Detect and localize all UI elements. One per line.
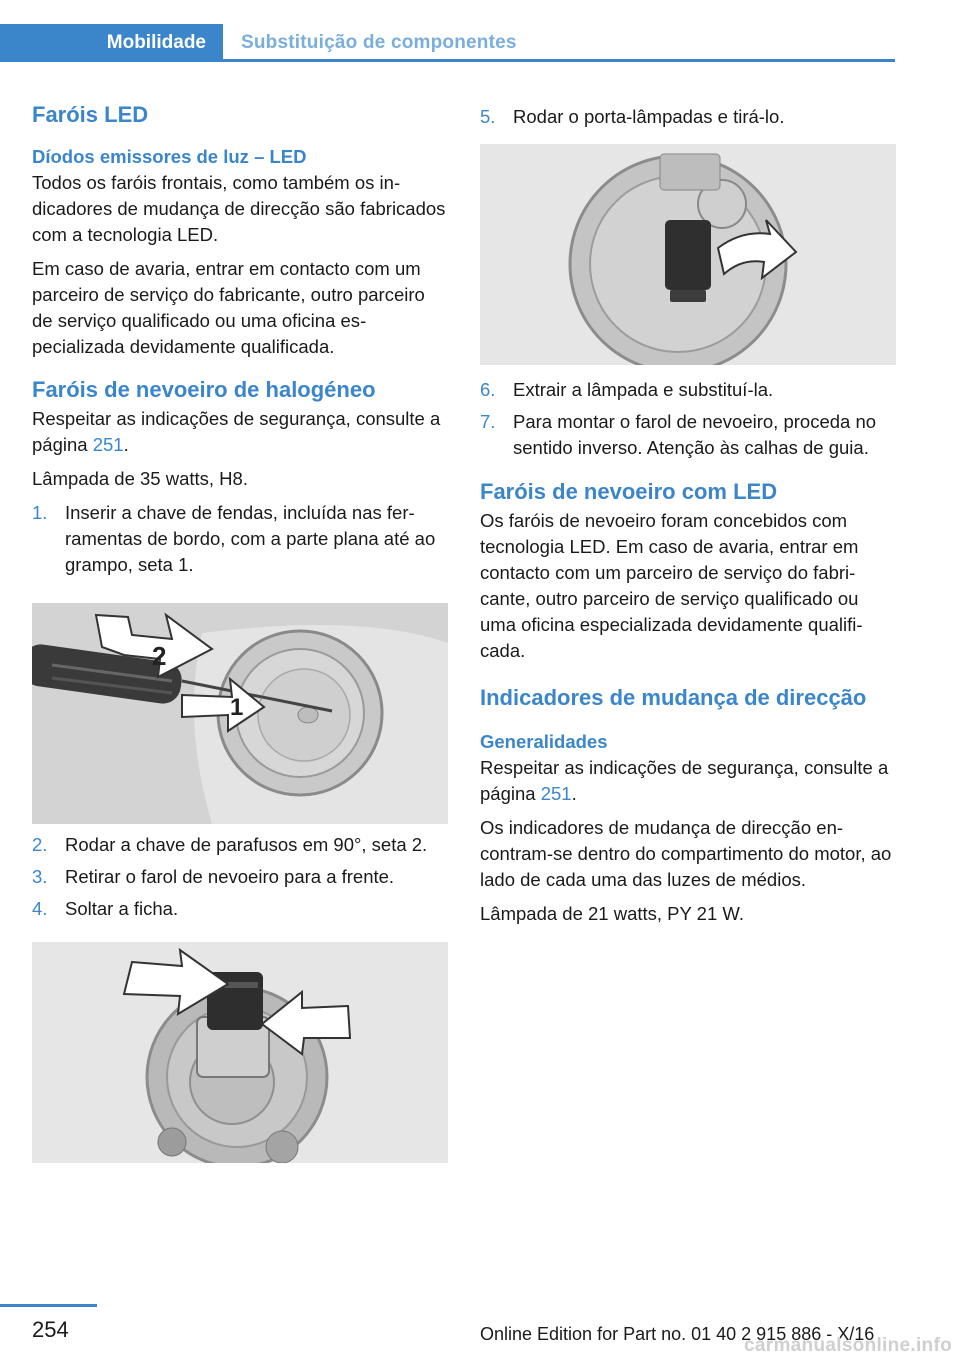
step-text: Extrair a lâmpada e substituí-la. [513, 379, 774, 400]
step-number: 7. [480, 411, 496, 432]
heading-led-headlights: Faróis LED [32, 102, 149, 127]
figure-bulb-holder [480, 144, 896, 365]
subheading-general: Generalidades [480, 731, 608, 752]
list-item [32, 500, 448, 578]
section-tab-label: Mobilidade [106, 32, 206, 53]
subheading-led: Díodos emissores de luz – LED [32, 146, 307, 167]
list-item [32, 864, 448, 890]
left-column [32, 100, 448, 1163]
step-number: 1. [32, 502, 48, 523]
step-number: 4. [32, 898, 48, 919]
list-item [32, 832, 448, 858]
footer-rule [0, 1304, 97, 1307]
steps-list-4 [480, 377, 896, 461]
heading-turn-signals: Indicadores de mudança de direcção [480, 685, 867, 710]
step-number: 3. [32, 866, 48, 887]
paragraph-bulb-py21w: Lâmpada de 21 watts, PY 21 W. [480, 903, 744, 924]
steps-list-1 [32, 500, 448, 578]
watermark: carmanualsonline.info [744, 1335, 952, 1356]
steps-list-2 [32, 832, 448, 922]
step-text: Rodar o porta-lâmpadas e tirá-lo. [513, 106, 785, 127]
figure-screwdriver [32, 603, 448, 824]
figure-label-2: 2 [152, 641, 167, 671]
section-tab[interactable] [0, 24, 223, 62]
steps-list-3 [480, 104, 896, 130]
list-item [480, 409, 896, 461]
paragraph-led-failure: Em caso de avaria, entrar em contacto com um parceiro de serviço do fabricante, outro parceiro de serviço qualificado ou uma oficina especializada devidamente qualificada. [32, 258, 425, 357]
paragraph-safety-turn: Respeitar as indicações de segurança, consulte a página 251. [480, 757, 889, 804]
list-item [32, 896, 448, 922]
header-rule [223, 59, 895, 62]
subsection-tab[interactable] [241, 24, 517, 62]
paragraph-safety-halogen: Respeitar as indicações de segurança, consulte a página 251. [32, 408, 441, 455]
step-number: 5. [480, 106, 496, 127]
paragraph-led-info: Todos os faróis frontais, como também os indicadores de mudança de direcção são fabricados com a tecnologia LED. [32, 172, 446, 245]
step-text: Inserir a chave de fendas, incluída nas ferramentas de bordo, com a parte plana até ao grampo, seta 1. [65, 502, 436, 575]
paragraph-turn-location: Os indicadores de mudança de direcção encontram-se dentro do compartimento do motor, ao lado de cada uma das luzes de médios. [480, 817, 892, 890]
step-text: Retirar o farol de nevoeiro para a frente. [65, 866, 395, 887]
page-number: 254 [32, 1317, 69, 1342]
step-text: Rodar a chave de parafusos em 90°, seta 2. [65, 834, 428, 855]
list-item [480, 377, 896, 403]
subsection-tab-label: Substituição de componentes [241, 32, 517, 53]
step-text: Soltar a ficha. [65, 898, 179, 919]
page-link-251[interactable]: 251 [92, 434, 124, 455]
paragraph-led-fog: Os faróis de nevoeiro foram concebidos com tecnologia LED. Em caso de avaria, entrar em contacto com um parceiro de serviço do fabricante, outro parceiro de serviço qualificado ou uma oficina especializada devidamente qualificada. [480, 510, 863, 661]
right-column [480, 100, 896, 927]
step-text: Para montar o farol de nevoeiro, proceda no sentido inverso. Atenção às calhas de guia. [513, 411, 877, 458]
paragraph-bulb-h8: Lâmpada de 35 watts, H8. [32, 468, 248, 489]
heading-led-fog: Faróis de nevoeiro com LED [480, 479, 778, 504]
step-number: 2. [32, 834, 48, 855]
page-link-251[interactable]: 251 [540, 783, 572, 804]
figure-plug [32, 942, 448, 1163]
edition-note: Online Edition for Part no. 01 40 2 915 886 - X/16 [480, 1324, 875, 1344]
figure-label-1: 1 [230, 694, 244, 721]
heading-halogen-fog: Faróis de nevoeiro de halogéneo [32, 377, 376, 402]
list-item [480, 104, 896, 130]
step-number: 6. [480, 379, 496, 400]
